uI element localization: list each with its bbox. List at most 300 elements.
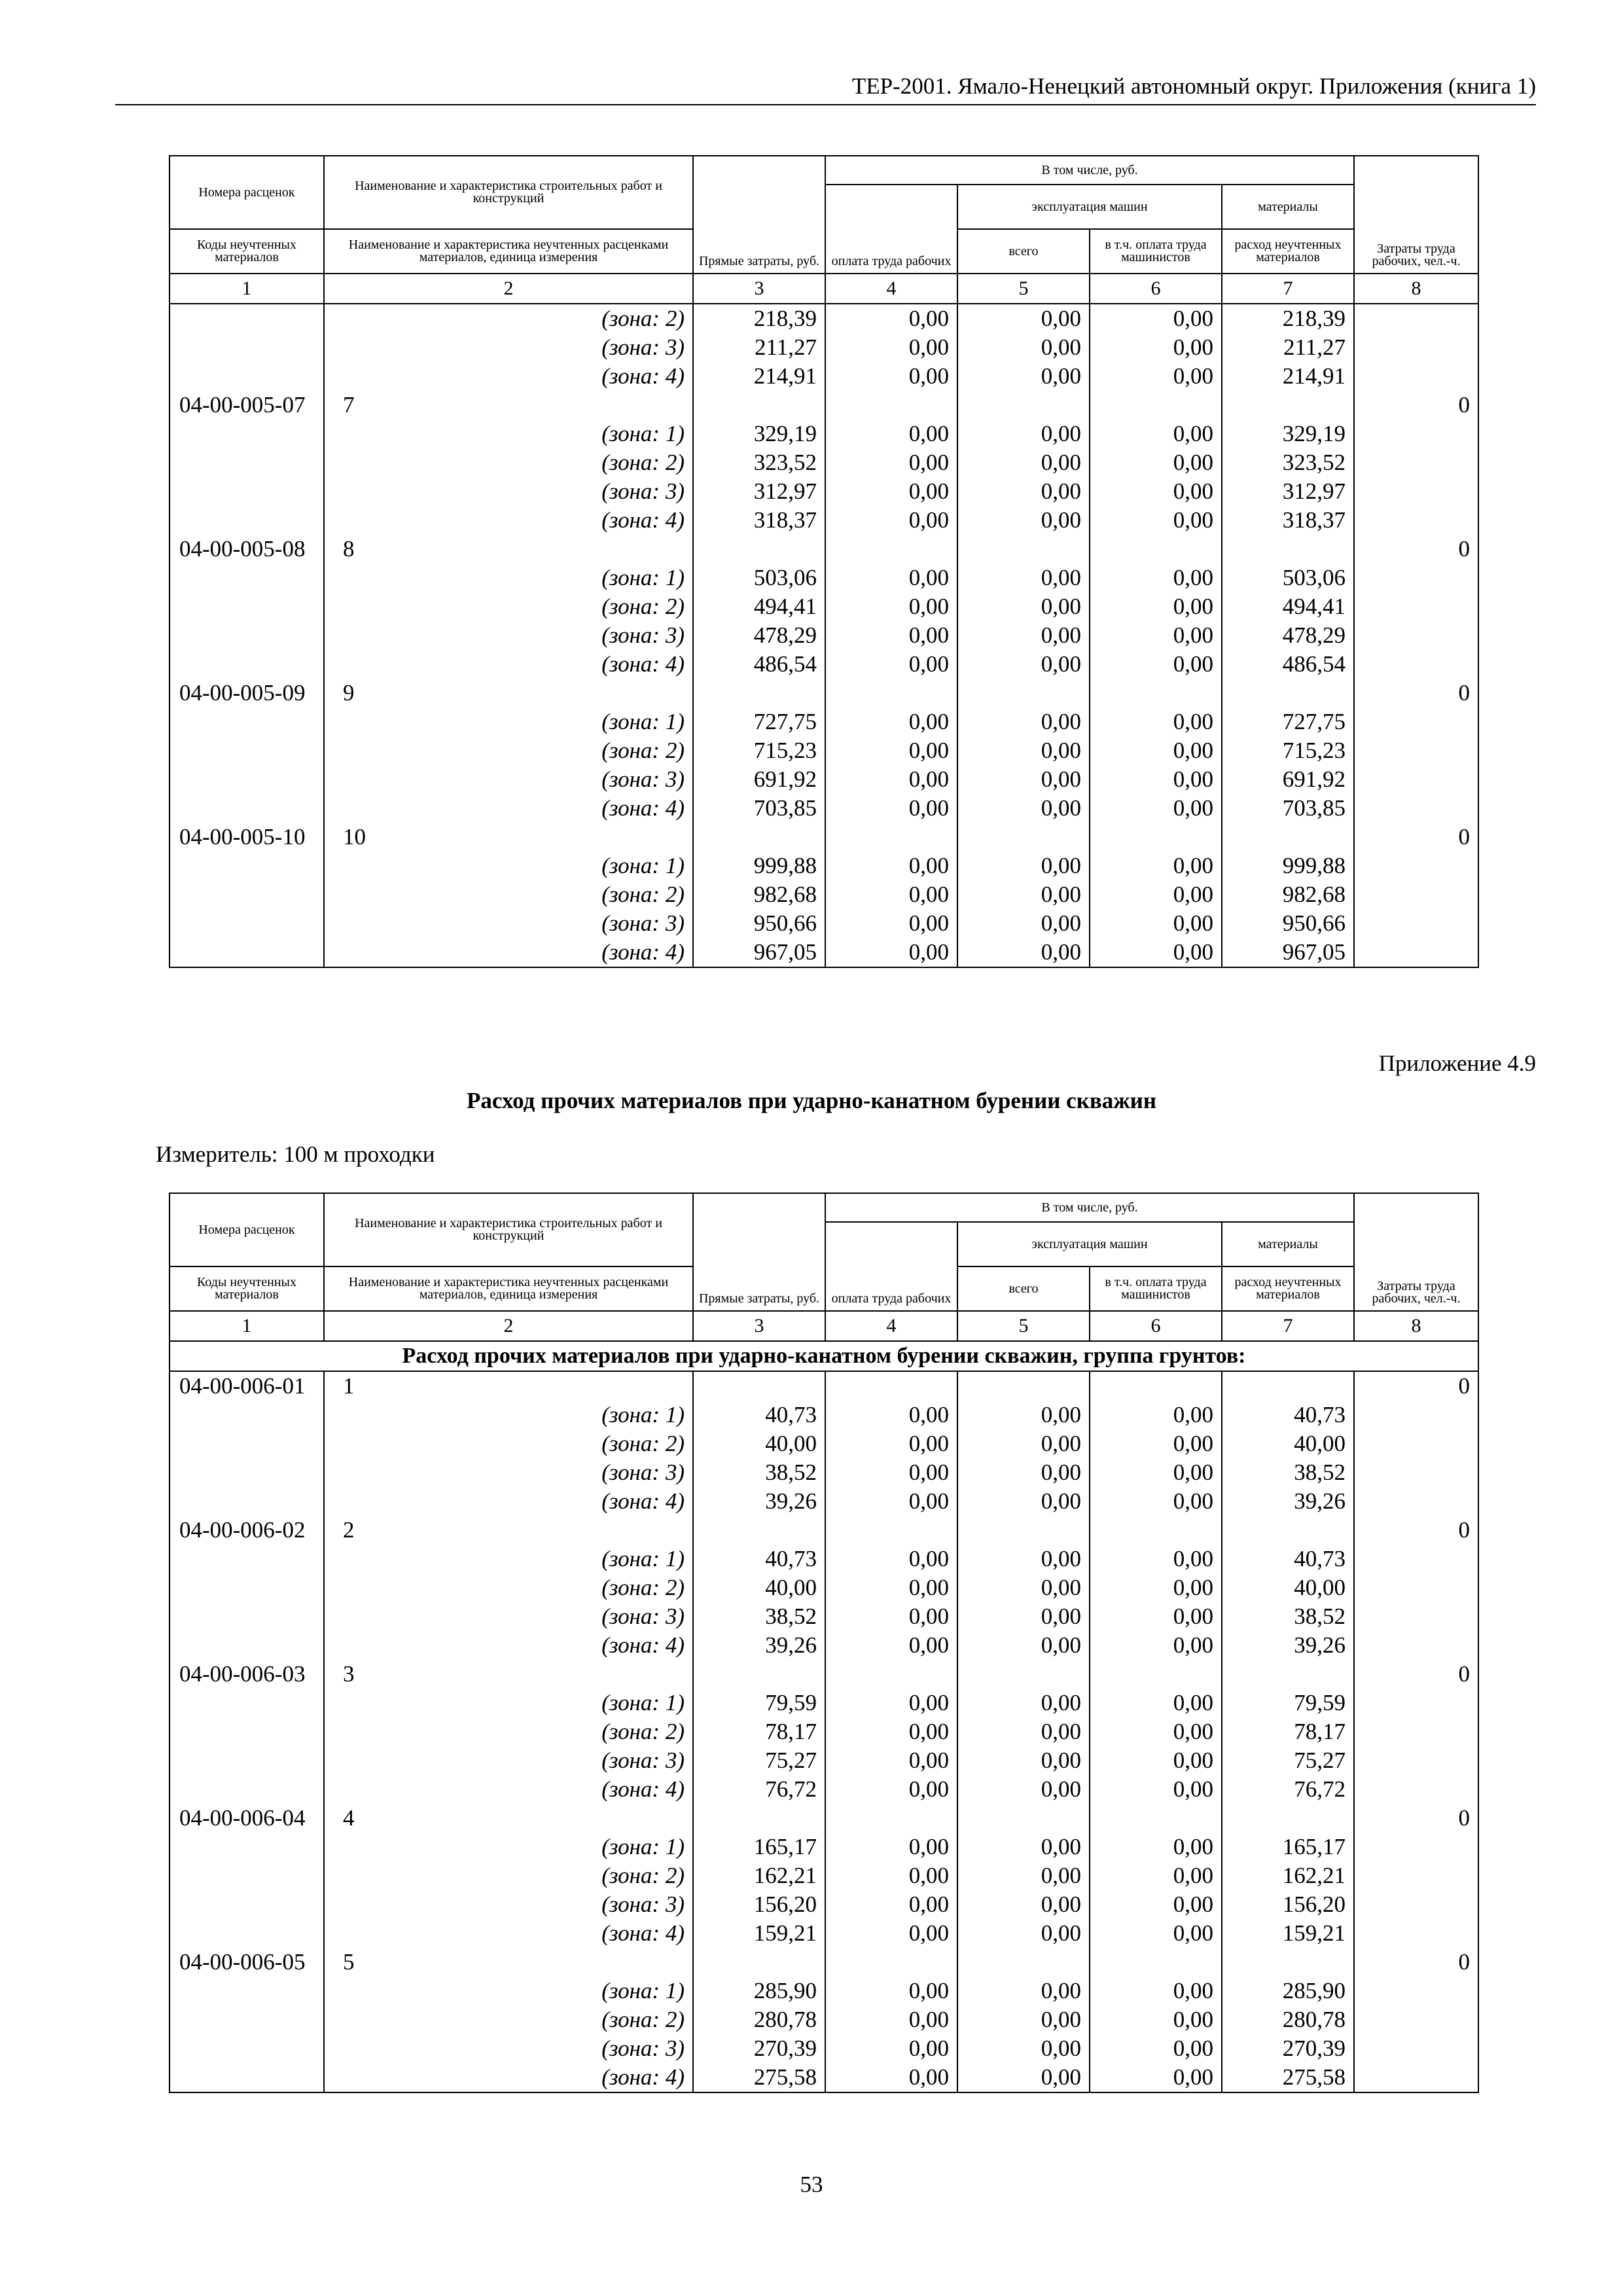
empty-cell (169, 1861, 324, 1890)
document-header-title: ТЕР-2001. Ямало-Ненецкий автономный округ. Приложения (книга 1) (851, 73, 1536, 99)
machines-total: 0,00 (957, 477, 1090, 506)
col-header-material-usage: расход неучтенных материалов (1222, 229, 1354, 274)
machines-total: 0,00 (957, 794, 1090, 823)
zone-label: (зона: 2) (324, 736, 693, 765)
operators-pay: 0,00 (1090, 1487, 1222, 1516)
materials-cost: 280,78 (1222, 2005, 1354, 2034)
operators-pay: 0,00 (1090, 1458, 1222, 1487)
operators-pay: 0,00 (1090, 420, 1222, 448)
col-header-labor-hours: Затраты труда рабочих, чел.-ч. (1354, 156, 1478, 274)
labor-pay: 0,00 (825, 909, 957, 938)
rate-code: 04-00-005-08 (169, 535, 324, 564)
zone-row (169, 1429, 1478, 1458)
zone-label: (зона: 1) (324, 708, 693, 736)
machines-total: 0,00 (957, 1919, 1090, 1948)
zone-row (169, 1689, 1478, 1717)
empty-cell (1354, 592, 1478, 621)
rate-row (169, 1516, 1478, 1545)
direct-cost: 218,39 (693, 304, 825, 333)
empty-cell (1354, 1977, 1478, 2005)
zone-label: (зона: 2) (324, 304, 693, 333)
zone-row (169, 1487, 1478, 1516)
materials-cost: 999,88 (1222, 852, 1354, 880)
rate-row (169, 1660, 1478, 1689)
labor-pay: 0,00 (825, 1890, 957, 1919)
zone-row (169, 1890, 1478, 1919)
col-number: 1 (169, 1311, 324, 1341)
empty-cell (1354, 650, 1478, 679)
materials-cost: 38,52 (1222, 1602, 1354, 1631)
empty-cell (169, 1746, 324, 1775)
empty-cell (693, 823, 825, 852)
materials-cost: 329,19 (1222, 420, 1354, 448)
empty-cell (1222, 391, 1354, 420)
machines-total: 0,00 (957, 938, 1090, 967)
empty-cell (1090, 1371, 1222, 1401)
labor-hours: 0 (1354, 391, 1478, 420)
col-number: 6 (1090, 274, 1222, 304)
machines-total: 0,00 (957, 1833, 1090, 1861)
empty-cell (1354, 420, 1478, 448)
table-2-body (169, 1371, 1478, 2092)
empty-cell (1090, 679, 1222, 708)
col-header-rate-numbers: Номера расценок (169, 1193, 324, 1266)
page-number: 53 (800, 2172, 823, 2197)
empty-cell (169, 1545, 324, 1573)
rate-code: 04-00-005-07 (169, 391, 324, 420)
operators-pay: 0,00 (1090, 477, 1222, 506)
labor-hours: 0 (1354, 823, 1478, 852)
operators-pay: 0,00 (1090, 304, 1222, 333)
materials-cost: 211,27 (1222, 333, 1354, 362)
labor-pay: 0,00 (825, 1861, 957, 1890)
machines-total: 0,00 (957, 621, 1090, 650)
rate-name: 7 (324, 391, 693, 420)
empty-cell (169, 333, 324, 362)
col-number: 8 (1354, 274, 1478, 304)
materials-cost: 76,72 (1222, 1775, 1354, 1804)
rate-row (169, 823, 1478, 852)
direct-cost: 967,05 (693, 938, 825, 967)
empty-cell (1090, 1516, 1222, 1545)
zone-label: (зона: 1) (324, 420, 693, 448)
empty-cell (825, 1804, 957, 1833)
zone-row (169, 1458, 1478, 1487)
empty-cell (957, 1516, 1090, 1545)
col-number: 4 (825, 1311, 957, 1341)
empty-cell (1222, 1516, 1354, 1545)
labor-pay: 0,00 (825, 1833, 957, 1861)
materials-cost: 39,26 (1222, 1631, 1354, 1660)
col-header-material-name: Наименование и характеристика неучтенных расценками материалов, единица измерения (324, 229, 693, 274)
materials-cost: 38,52 (1222, 1458, 1354, 1487)
labor-pay: 0,00 (825, 1746, 957, 1775)
operators-pay: 0,00 (1090, 1401, 1222, 1429)
empty-cell (1354, 1746, 1478, 1775)
labor-hours: 0 (1354, 1804, 1478, 1833)
operators-pay: 0,00 (1090, 736, 1222, 765)
direct-cost: 75,27 (693, 1746, 825, 1775)
empty-cell (169, 938, 324, 967)
empty-cell (1354, 736, 1478, 765)
rate-code: 04-00-006-05 (169, 1948, 324, 1977)
rate-code: 04-00-005-09 (169, 679, 324, 708)
machines-total: 0,00 (957, 1861, 1090, 1890)
col-header-labor-hours: Затраты труда рабочих, чел.-ч. (1354, 1193, 1478, 1311)
empty-cell (1354, 1401, 1478, 1429)
empty-cell (169, 1631, 324, 1660)
zone-row (169, 362, 1478, 391)
direct-cost: 950,66 (693, 909, 825, 938)
empty-cell (169, 592, 324, 621)
col-header-operators-pay: в т.ч. оплата труда машинистов (1090, 229, 1222, 274)
col-header-material-name: Наименование и характеристика неучтенных расценками материалов, единица измерения (324, 1266, 693, 1311)
rates-table-2 (169, 1193, 1479, 2093)
labor-pay: 0,00 (825, 2063, 957, 2092)
empty-cell (169, 448, 324, 477)
machines-total: 0,00 (957, 304, 1090, 333)
zone-label: (зона: 4) (324, 2063, 693, 2092)
machines-total: 0,00 (957, 1717, 1090, 1746)
labor-pay: 0,00 (825, 477, 957, 506)
direct-cost: 39,26 (693, 1631, 825, 1660)
empty-cell (957, 535, 1090, 564)
zone-label: (зона: 2) (324, 592, 693, 621)
empty-cell (1354, 506, 1478, 535)
materials-cost: 691,92 (1222, 765, 1354, 794)
direct-cost: 40,73 (693, 1545, 825, 1573)
operators-pay: 0,00 (1090, 448, 1222, 477)
zone-row (169, 1401, 1478, 1429)
zone-row (169, 420, 1478, 448)
zone-row (169, 2005, 1478, 2034)
zone-row (169, 1746, 1478, 1775)
operators-pay: 0,00 (1090, 1429, 1222, 1458)
materials-cost: 78,17 (1222, 1717, 1354, 1746)
labor-pay: 0,00 (825, 506, 957, 535)
zone-row (169, 1573, 1478, 1602)
zone-row (169, 1775, 1478, 1804)
direct-cost: 982,68 (693, 880, 825, 909)
empty-cell (1354, 1919, 1478, 1948)
empty-cell (1354, 1545, 1478, 1573)
machines-total: 0,00 (957, 2005, 1090, 2034)
labor-hours: 0 (1354, 1371, 1478, 1401)
zone-row (169, 333, 1478, 362)
empty-cell (169, 1401, 324, 1429)
empty-cell (825, 1948, 957, 1977)
empty-cell (169, 794, 324, 823)
machines-total: 0,00 (957, 1573, 1090, 1602)
zone-row (169, 1833, 1478, 1861)
col-header-labor-pay: оплата труда рабочих (825, 1222, 957, 1311)
empty-cell (169, 621, 324, 650)
materials-cost: 486,54 (1222, 650, 1354, 679)
operators-pay: 0,00 (1090, 2063, 1222, 2092)
operators-pay: 0,00 (1090, 794, 1222, 823)
col-header-rate-numbers: Номера расценок (169, 156, 324, 229)
col-number: 5 (957, 274, 1090, 304)
zone-label: (зона: 4) (324, 1631, 693, 1660)
labor-pay: 0,00 (825, 420, 957, 448)
labor-pay: 0,00 (825, 852, 957, 880)
empty-cell (169, 1890, 324, 1919)
direct-cost: 156,20 (693, 1890, 825, 1919)
empty-cell (693, 1371, 825, 1401)
empty-cell (957, 1371, 1090, 1401)
empty-cell (825, 535, 957, 564)
materials-cost: 159,21 (1222, 1919, 1354, 1948)
labor-hours: 0 (1354, 1660, 1478, 1689)
empty-cell (1222, 535, 1354, 564)
column-numbers-row (169, 274, 1478, 304)
zone-label: (зона: 1) (324, 1833, 693, 1861)
empty-cell (169, 1458, 324, 1487)
col-header-operators-pay: в т.ч. оплата труда машинистов (1090, 1266, 1222, 1311)
empty-cell (169, 1487, 324, 1516)
empty-cell (1354, 304, 1478, 333)
empty-cell (169, 765, 324, 794)
empty-cell (169, 420, 324, 448)
empty-cell (169, 852, 324, 880)
labor-pay: 0,00 (825, 650, 957, 679)
table-1-body (169, 304, 1478, 967)
direct-cost: 312,97 (693, 477, 825, 506)
rates-table-1 (169, 155, 1479, 968)
labor-hours: 0 (1354, 1516, 1478, 1545)
col-number: 7 (1222, 274, 1354, 304)
operators-pay: 0,00 (1090, 1775, 1222, 1804)
machines-total: 0,00 (957, 420, 1090, 448)
empty-cell (1354, 564, 1478, 592)
labor-pay: 0,00 (825, 1717, 957, 1746)
materials-cost: 703,85 (1222, 794, 1354, 823)
rate-name: 1 (324, 1371, 693, 1401)
col-number: 3 (693, 1311, 825, 1341)
empty-cell (1354, 880, 1478, 909)
operators-pay: 0,00 (1090, 880, 1222, 909)
empty-cell (693, 1660, 825, 1689)
direct-cost: 727,75 (693, 708, 825, 736)
machines-total: 0,00 (957, 736, 1090, 765)
empty-cell (1222, 679, 1354, 708)
operators-pay: 0,00 (1090, 1746, 1222, 1775)
labor-pay: 0,00 (825, 1631, 957, 1660)
machines-total: 0,00 (957, 592, 1090, 621)
zone-label: (зона: 3) (324, 2034, 693, 2063)
col-header-material-codes: Коды неучтенных материалов (169, 229, 324, 274)
rate-code: 04-00-006-03 (169, 1660, 324, 1689)
rate-name: 8 (324, 535, 693, 564)
col-header-material-codes: Коды неучтенных материалов (169, 1266, 324, 1311)
empty-cell (1090, 823, 1222, 852)
col-number: 4 (825, 274, 957, 304)
operators-pay: 0,00 (1090, 650, 1222, 679)
materials-cost: 156,20 (1222, 1890, 1354, 1919)
zone-row (169, 1919, 1478, 1948)
zone-label: (зона: 4) (324, 938, 693, 967)
zone-row (169, 880, 1478, 909)
empty-cell (1222, 1660, 1354, 1689)
empty-cell (825, 391, 957, 420)
zone-row (169, 938, 1478, 967)
materials-cost: 40,73 (1222, 1545, 1354, 1573)
empty-cell (169, 506, 324, 535)
col-header-group: В том числе, руб. (825, 1193, 1354, 1222)
empty-cell (1354, 938, 1478, 967)
empty-cell (1354, 1573, 1478, 1602)
col-header-materials: материалы (1222, 1222, 1354, 1266)
header-divider (115, 104, 1536, 105)
materials-cost: 503,06 (1222, 564, 1354, 592)
machines-total: 0,00 (957, 333, 1090, 362)
zone-label: (зона: 3) (324, 1602, 693, 1631)
labor-hours: 0 (1354, 1948, 1478, 1977)
rate-name: 2 (324, 1516, 693, 1545)
empty-cell (957, 679, 1090, 708)
section-heading-row (169, 1341, 1478, 1371)
empty-cell (1354, 477, 1478, 506)
empty-cell (169, 1833, 324, 1861)
labor-pay: 0,00 (825, 621, 957, 650)
col-header-direct-costs: Прямые затраты, руб. (693, 1193, 825, 1311)
labor-pay: 0,00 (825, 708, 957, 736)
col-number: 2 (324, 1311, 693, 1341)
direct-cost: 275,58 (693, 2063, 825, 2092)
zone-row (169, 852, 1478, 880)
direct-cost: 999,88 (693, 852, 825, 880)
empty-cell (1090, 1660, 1222, 1689)
col-header-materials: материалы (1222, 185, 1354, 229)
empty-cell (169, 2005, 324, 2034)
direct-cost: 40,73 (693, 1401, 825, 1429)
empty-cell (169, 1689, 324, 1717)
materials-cost: 478,29 (1222, 621, 1354, 650)
operators-pay: 0,00 (1090, 1631, 1222, 1660)
machines-total: 0,00 (957, 448, 1090, 477)
empty-cell (693, 1804, 825, 1833)
empty-cell (1354, 1631, 1478, 1660)
zone-label: (зона: 2) (324, 1573, 693, 1602)
labor-pay: 0,00 (825, 880, 957, 909)
zone-label: (зона: 2) (324, 880, 693, 909)
zone-row (169, 650, 1478, 679)
direct-cost: 79,59 (693, 1689, 825, 1717)
empty-cell (169, 1602, 324, 1631)
empty-cell (169, 1429, 324, 1458)
zone-label: (зона: 2) (324, 448, 693, 477)
col-number: 1 (169, 274, 324, 304)
direct-cost: 703,85 (693, 794, 825, 823)
materials-cost: 323,52 (1222, 448, 1354, 477)
measure-unit: Измеритель: 100 м проходки (156, 1141, 435, 1167)
labor-pay: 0,00 (825, 794, 957, 823)
materials-cost: 318,37 (1222, 506, 1354, 535)
zone-row (169, 1977, 1478, 2005)
zone-row (169, 2063, 1478, 2092)
machines-total: 0,00 (957, 1631, 1090, 1660)
col-header-labor-pay: оплата труда рабочих (825, 185, 957, 274)
empty-cell (1354, 1861, 1478, 1890)
zone-label: (зона: 3) (324, 621, 693, 650)
operators-pay: 0,00 (1090, 621, 1222, 650)
appendix-label: Приложение 4.9 (1378, 1050, 1536, 1076)
machines-total: 0,00 (957, 1545, 1090, 1573)
zone-label: (зона: 1) (324, 1689, 693, 1717)
empty-cell (169, 362, 324, 391)
direct-cost: 162,21 (693, 1861, 825, 1890)
empty-cell (169, 2063, 324, 2092)
zone-label: (зона: 3) (324, 909, 693, 938)
operators-pay: 0,00 (1090, 1573, 1222, 1602)
labor-pay: 0,00 (825, 1919, 957, 1948)
col-header-machines: эксплуатация машин (957, 1222, 1222, 1266)
materials-cost: 75,27 (1222, 1746, 1354, 1775)
zone-row (169, 1861, 1478, 1890)
empty-cell (693, 1948, 825, 1977)
operators-pay: 0,00 (1090, 362, 1222, 391)
direct-cost: 715,23 (693, 736, 825, 765)
materials-cost: 727,75 (1222, 708, 1354, 736)
labor-pay: 0,00 (825, 1487, 957, 1516)
materials-cost: 79,59 (1222, 1689, 1354, 1717)
materials-cost: 285,90 (1222, 1977, 1354, 2005)
zone-label: (зона: 1) (324, 564, 693, 592)
empty-cell (1354, 2034, 1478, 2063)
labor-pay: 0,00 (825, 736, 957, 765)
empty-cell (169, 1717, 324, 1746)
zone-row (169, 2034, 1478, 2063)
zone-label: (зона: 2) (324, 1429, 693, 1458)
zone-label: (зона: 3) (324, 333, 693, 362)
operators-pay: 0,00 (1090, 909, 1222, 938)
zone-row (169, 736, 1478, 765)
operators-pay: 0,00 (1090, 938, 1222, 967)
labor-pay: 0,00 (825, 362, 957, 391)
direct-cost: 214,91 (693, 362, 825, 391)
col-header-direct-costs: Прямые затраты, руб. (693, 156, 825, 274)
labor-pay: 0,00 (825, 1689, 957, 1717)
operators-pay: 0,00 (1090, 765, 1222, 794)
labor-pay: 0,00 (825, 564, 957, 592)
empty-cell (957, 1660, 1090, 1689)
zone-row (169, 592, 1478, 621)
machines-total: 0,00 (957, 1602, 1090, 1631)
labor-pay: 0,00 (825, 1401, 957, 1429)
labor-pay: 0,00 (825, 1458, 957, 1487)
col-number: 7 (1222, 1311, 1354, 1341)
rate-name: 4 (324, 1804, 693, 1833)
zone-row (169, 304, 1478, 333)
empty-cell (169, 1977, 324, 2005)
empty-cell (1354, 1775, 1478, 1804)
col-header-machines-total: всего (957, 229, 1090, 274)
col-number: 8 (1354, 1311, 1478, 1341)
operators-pay: 0,00 (1090, 1602, 1222, 1631)
direct-cost: 40,00 (693, 1429, 825, 1458)
labor-pay: 0,00 (825, 592, 957, 621)
empty-cell (1354, 1429, 1478, 1458)
machines-total: 0,00 (957, 1746, 1090, 1775)
machines-total: 0,00 (957, 362, 1090, 391)
zone-label: (зона: 3) (324, 477, 693, 506)
empty-cell (1354, 333, 1478, 362)
machines-total: 0,00 (957, 506, 1090, 535)
direct-cost: 211,27 (693, 333, 825, 362)
labor-pay: 0,00 (825, 333, 957, 362)
empty-cell (169, 1573, 324, 1602)
materials-cost: 950,66 (1222, 909, 1354, 938)
